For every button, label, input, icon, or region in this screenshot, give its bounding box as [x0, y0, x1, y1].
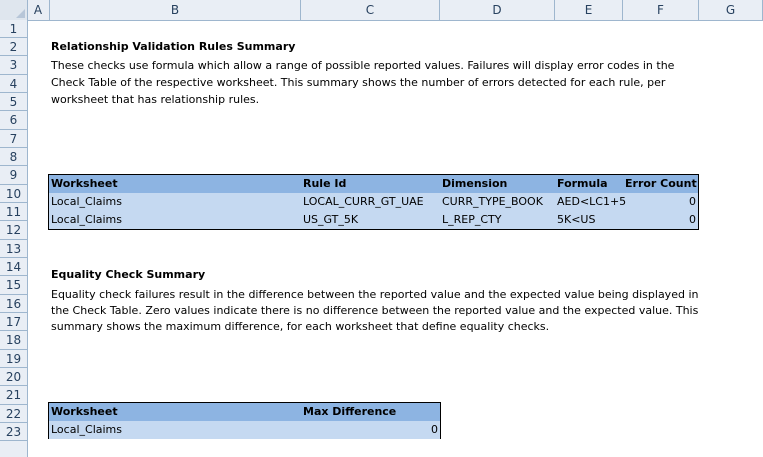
cell-error-count[interactable]: 0	[689, 195, 696, 208]
row-header-23[interactable]: 23	[0, 423, 27, 441]
row-header-8[interactable]: 8	[0, 148, 27, 166]
section1-line-1: These checks use formula which allow a range of possible reported values. Failures will display error codes in the	[51, 59, 675, 72]
column-header-d[interactable]: D	[440, 0, 555, 20]
section2-title: Equality Check Summary	[51, 268, 206, 281]
cell-worksheet[interactable]: Local_Claims	[51, 213, 122, 226]
row-header-7[interactable]: 7	[0, 130, 27, 148]
row-header-19[interactable]: 19	[0, 350, 27, 368]
section1-title: Relationship Validation Rules Summary	[51, 40, 296, 53]
select-all-button[interactable]	[0, 0, 28, 20]
select-all-triangle-icon	[16, 9, 25, 18]
header-error-count[interactable]: Error Count	[625, 177, 697, 190]
column-header-e[interactable]: E	[555, 0, 623, 20]
column-header-b[interactable]: B	[50, 0, 301, 20]
cell-formula[interactable]: 5K<US	[557, 213, 596, 226]
column-header-row	[0, 0, 763, 21]
section1-line-3: worksheet that has relationship rules.	[51, 93, 260, 106]
cell-max-difference[interactable]: 0	[431, 423, 438, 436]
column-header-f[interactable]: F	[623, 0, 699, 20]
row-header-22[interactable]: 22	[0, 405, 27, 423]
column-header-a[interactable]: A	[27, 0, 50, 20]
header-rule-id[interactable]: Rule Id	[303, 177, 347, 190]
row-header-3[interactable]: 3	[0, 56, 27, 75]
row-header-column	[0, 20, 28, 457]
row-header-20[interactable]: 20	[0, 368, 27, 386]
section2-line-1: Equality check failures result in the difference between the reported value and the expected value being displayed in	[51, 288, 699, 301]
equality-check-table	[48, 402, 441, 439]
section2-line-3: summary shows the maximum difference, for each worksheet that define equality checks.	[51, 320, 550, 333]
table-header-row	[49, 175, 698, 193]
table-row	[49, 421, 440, 439]
cell-rule-id[interactable]: LOCAL_CURR_GT_UAE	[303, 195, 424, 208]
row-header-18[interactable]: 18	[0, 331, 27, 350]
header-worksheet[interactable]: Worksheet	[51, 405, 118, 418]
column-header-c[interactable]: C	[301, 0, 440, 20]
row-header-10[interactable]: 10	[0, 185, 27, 203]
cell-worksheet[interactable]: Local_Claims	[51, 423, 122, 436]
header-formula[interactable]: Formula	[557, 177, 608, 190]
row-header-14[interactable]: 14	[0, 258, 27, 276]
cell-error-count[interactable]: 0	[689, 213, 696, 226]
row-header-12[interactable]: 12	[0, 221, 27, 240]
header-worksheet[interactable]: Worksheet	[51, 177, 118, 190]
column-header-g[interactable]: G	[699, 0, 763, 20]
row-header-9[interactable]: 9	[0, 166, 27, 185]
row-header-16[interactable]: 16	[0, 295, 27, 313]
header-max-difference[interactable]: Max Difference	[303, 405, 397, 418]
relationship-rules-table	[48, 174, 699, 230]
row-header-4[interactable]: 4	[0, 75, 27, 93]
row-header-2[interactable]: 2	[0, 38, 27, 56]
row-header-13[interactable]: 13	[0, 240, 27, 258]
section2-line-2: the Check Table. Zero values indicate there is no difference between the reported value and the expected value. This	[51, 304, 699, 317]
table-header-row	[49, 403, 440, 421]
row-header-1[interactable]: 1	[0, 20, 27, 38]
table-row	[49, 193, 698, 211]
table-row	[49, 211, 698, 229]
cell-formula[interactable]: AED<LC1+5	[557, 195, 627, 208]
cell-rule-id[interactable]: US_GT_5K	[303, 213, 359, 226]
row-header-5[interactable]: 5	[0, 93, 27, 111]
cell-worksheet[interactable]: Local_Claims	[51, 195, 122, 208]
row-header-17[interactable]: 17	[0, 313, 27, 331]
header-dimension[interactable]: Dimension	[442, 177, 508, 190]
section1-line-2: Check Table of the respective worksheet. This summary shows the number of errors detected for each rule, per	[51, 76, 666, 89]
cell-dimension[interactable]: L_REP_CTY	[442, 213, 502, 226]
row-header-21[interactable]: 21	[0, 386, 27, 405]
row-header-15[interactable]: 15	[0, 276, 27, 295]
row-header-6[interactable]: 6	[0, 111, 27, 130]
cell-dimension[interactable]: CURR_TYPE_BOOK	[442, 195, 543, 208]
row-header-11[interactable]: 11	[0, 203, 27, 221]
